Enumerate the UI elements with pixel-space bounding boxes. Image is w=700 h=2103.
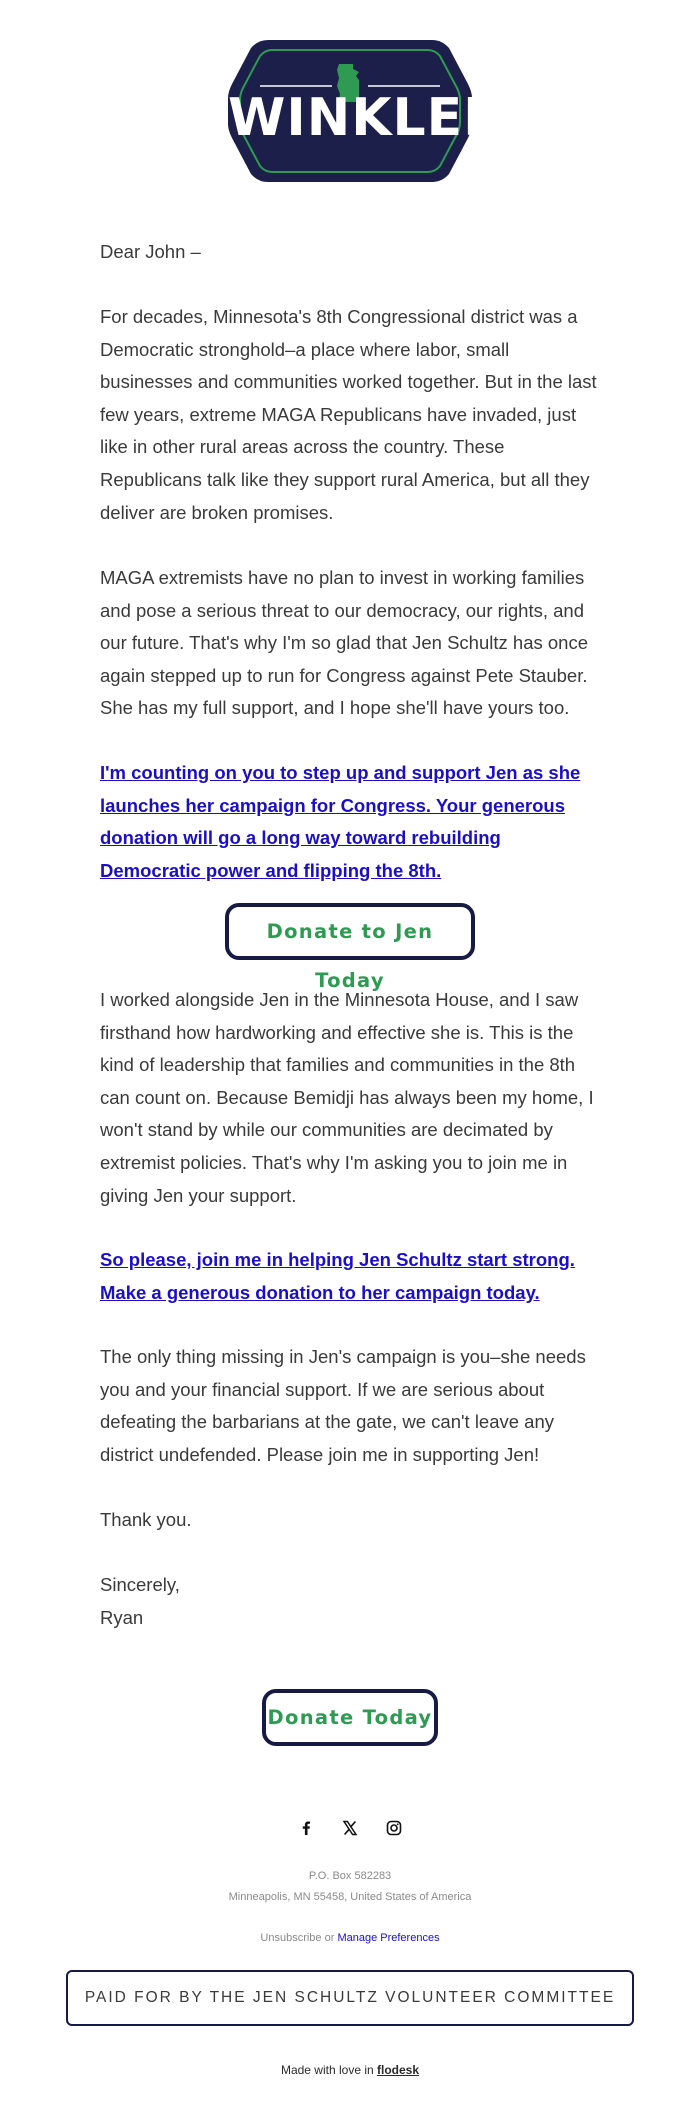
flodesk-link[interactable]: flodesk [377, 2063, 420, 2077]
donation-link-2[interactable] [100, 1244, 602, 1309]
paragraph-1: For decades, Minnesota's 8th Congressional district was a Democratic stronghold–a place where labor, small businesses and communities worked together. But in the last few years, extreme MAGA Republicans have invaded, just like in other rural areas across the country. These Republicans talk like they support rural America, but all they deliver are broken promises. [100, 306, 597, 523]
made-with-text: Made with love in [280, 2063, 374, 2077]
paid-for-disclaimer: PAID FOR BY THE JEN SCHULTZ VOLUNTEER COMMITTEE [66, 1970, 634, 2026]
thank-you-line: Thank you. [100, 1509, 192, 1530]
facebook-icon[interactable] [294, 1816, 318, 1840]
logo-wordmark: WINKLER [228, 88, 505, 148]
paragraph-3: I worked alongside Jen in the Minnesota House, and I saw firsthand how hardworking and effective she is. This is the kind of leadership that families and communities in the 8th can count on. Because Bemidji has always been my home, I won't stand by while our communities are decimated by extremist policies. That's why I'm asking you to join me in giving Jen your support. [100, 989, 594, 1206]
donate-today-button[interactable]: Donate Today [262, 1689, 438, 1746]
join-me-link[interactable]: So please, join me in helping Jen Schultz start strong. Make a generous donation to her campaign today. [100, 1249, 575, 1303]
address-line-2: Minneapolis, MN 55458, United States of America [228, 1891, 472, 1903]
paragraph-4: The only thing missing in Jen's campaign is you–she needs you and your financial support. If we are serious about defeating the barbarians at the gate, we can't leave any district undefended. Please join me in supporting Jen! [100, 1346, 586, 1465]
unsubscribe-link[interactable]: Unsubscribe [260, 1932, 322, 1944]
winkler-logo [228, 38, 505, 184]
instagram-icon[interactable] [382, 1816, 406, 1840]
manage-preferences-link[interactable]: Manage Preferences [337, 1932, 440, 1944]
donation-link-1[interactable] [100, 757, 602, 887]
or-text: or [324, 1932, 335, 1944]
x-icon[interactable] [338, 1816, 362, 1840]
signoff: Sincerely, Ryan [100, 1569, 602, 1634]
social-links [294, 1816, 406, 1840]
greeting: Dear John – [100, 241, 201, 262]
signature: Ryan [100, 1606, 144, 1628]
donate-to-jen-button[interactable]: Donate to Jen Today [225, 903, 475, 960]
unsubscribe-row [0, 1932, 700, 1944]
address-line-1: P.O. Box 582283 [308, 1870, 392, 1882]
paragraph-2: MAGA extremists have no plan to invest in working families and pose a serious threat to our democracy, our rights, and our future. That's why I'm so glad that Jen Schultz has once again stepped up to run for Congress against Pete Stauber. She has my full support, and I hope she'll have yours too. [100, 567, 588, 719]
made-with-row [0, 2063, 700, 2077]
counting-on-you-link[interactable]: I'm counting on you to step up and support Jen as she launches her campaign for Congress. Your generous donation will go a long way toward rebuilding Democratic power and flipping the 8th. [100, 762, 581, 881]
